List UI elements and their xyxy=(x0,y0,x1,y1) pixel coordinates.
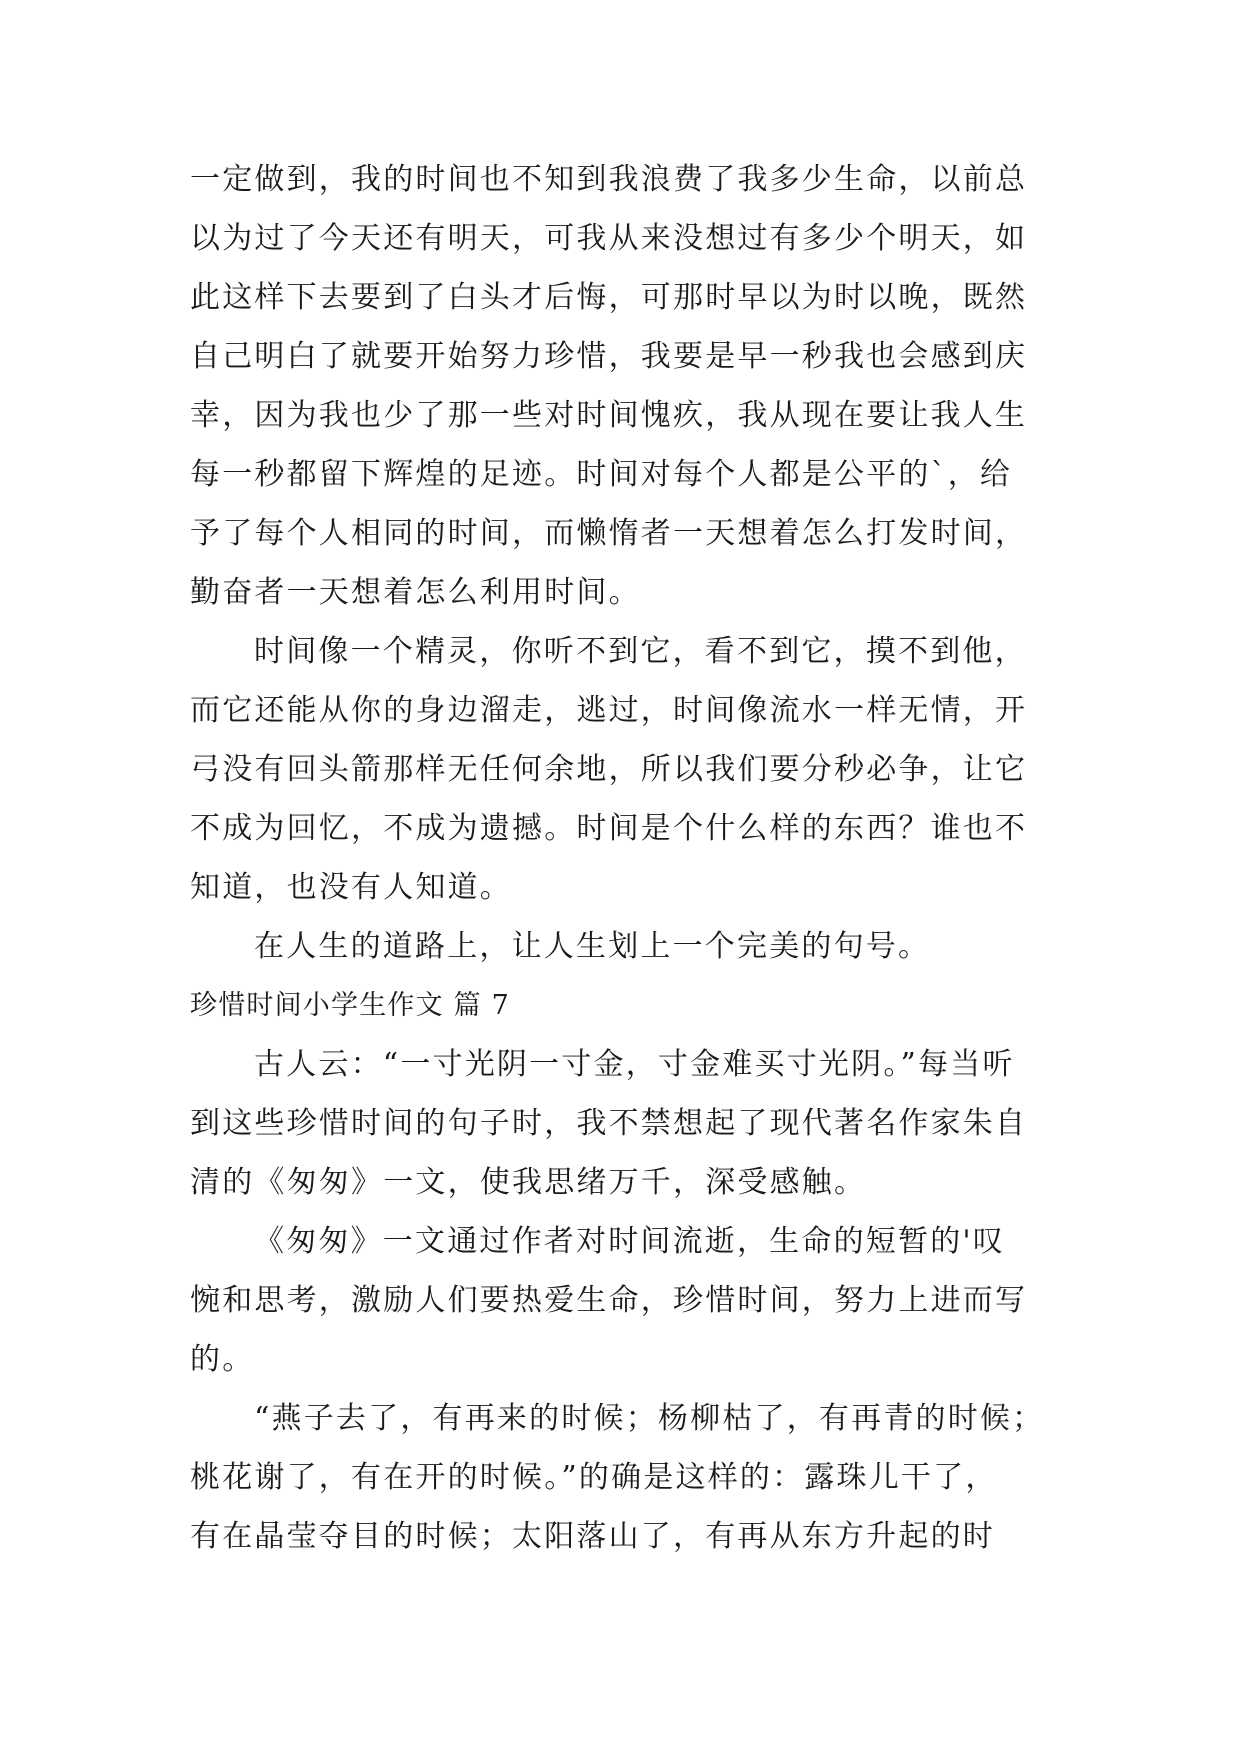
text-line: 桃花谢了，有在开的时候。”的确是这样的：露珠儿干了， xyxy=(190,1460,998,1495)
text-line: 一定做到，我的时间也不知到我浪费了我多少生命，以前总 xyxy=(190,162,1028,197)
paragraph-first-line: 时间像一个精灵，你听不到它，看不到它，摸不到他， xyxy=(254,634,1027,669)
text-line: 此这样下去要到了白头才后悔，可那时早以为时以晚，既然 xyxy=(190,280,1028,315)
text-line: 勤奋者一天想着怎么利用时间。 xyxy=(190,575,641,610)
text-line: 予了每个人相同的时间，而懒惰者一天想着怎么打发时间， xyxy=(190,516,1028,551)
paragraph-first-line: 在人生的道路上，让人生划上一个完美的句号。 xyxy=(254,929,931,964)
text-line: 以为过了今天还有明天，可我从来没想过有多少个明天，如 xyxy=(190,221,1028,256)
text-line: 有在晶莹夺目的时候；太阳落山了，有再从东方升起的时 xyxy=(190,1519,995,1554)
text-line: 的。 xyxy=(190,1342,255,1377)
paragraph-first-line: 《匆匆》一文通过作者对时间流逝，生命的短暂的'叹 xyxy=(254,1224,1006,1259)
text-line: 自己明白了就要开始努力珍惜，我要是早一秒我也会感到庆 xyxy=(190,339,1028,374)
text-line: 清的《匆匆》一文，使我思绪万千，深受感触。 xyxy=(190,1165,867,1200)
section-heading: 珍惜时间小学生作文 篇 7 xyxy=(190,990,510,1021)
text-line: 不成为回忆，不成为遗撼。时间是个什么样的东西？谁也不 xyxy=(190,811,1028,846)
text-line: 而它还能从你的身边溜走，逃过，时间像流水一样无情，开 xyxy=(190,693,1028,728)
paragraph-first-line: “燕子去了，有再来的时候；杨柳枯了，有再青的时候； xyxy=(254,1401,1045,1436)
text-line: 惋和思考，激励人们要热爱生命，珍惜时间，努力上进而写 xyxy=(190,1283,1028,1318)
text-line: 知道，也没有人知道。 xyxy=(190,870,512,905)
paragraph-first-line: 古人云：“一寸光阴一寸金，寸金难买寸光阴。”每当听 xyxy=(254,1047,1015,1082)
text-line: 弓没有回头箭那样无任何余地，所以我们要分秒必争，让它 xyxy=(190,752,1028,787)
text-line: 每一秒都留下辉煌的足迹。时间对每个人都是公平的`，给 xyxy=(190,457,1013,492)
text-line: 到这些珍惜时间的句子时，我不禁想起了现代著名作家朱自 xyxy=(190,1106,1028,1141)
text-line: 幸，因为我也少了那一些对时间愧疚，我从现在要让我人生 xyxy=(190,398,1028,433)
